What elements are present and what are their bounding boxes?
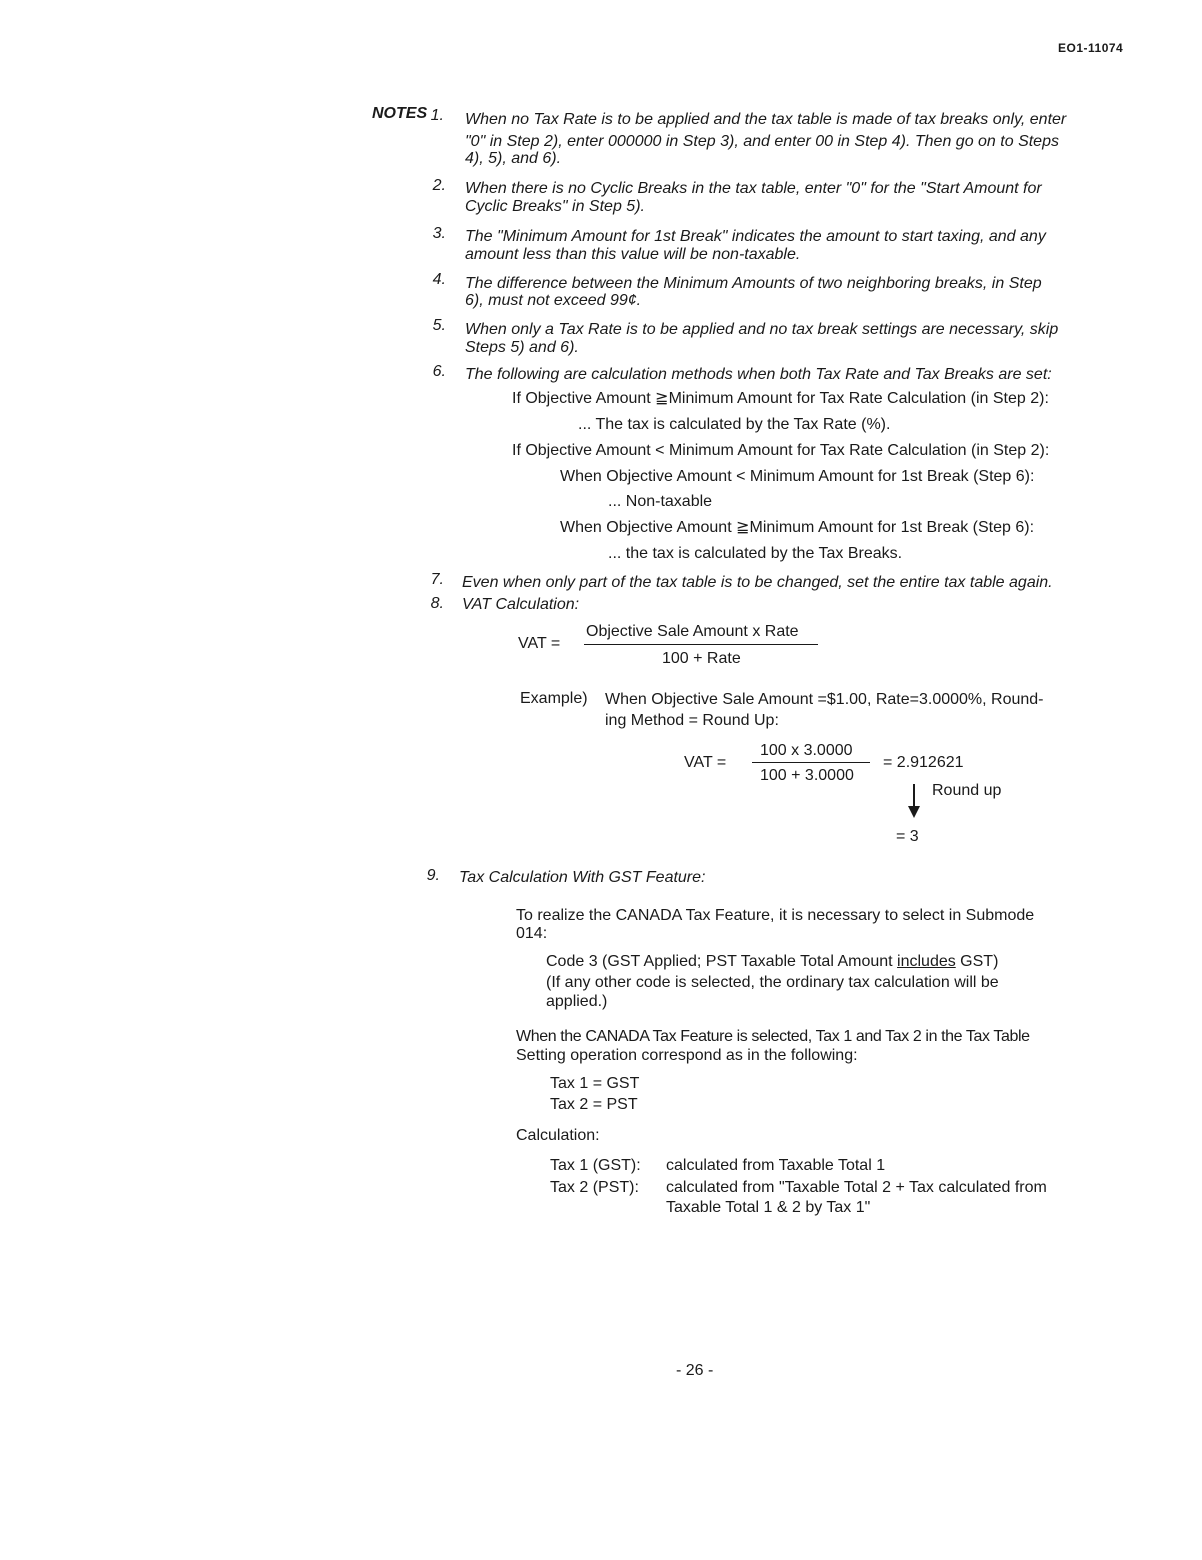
note-6-case-2a-result: ... Non-taxable	[608, 493, 713, 510]
note-3-line-1: The "Minimum Amount for 1st Break" indicates the amount to start taxing, and any	[465, 228, 1046, 245]
vat-example-label: Example)	[520, 690, 588, 707]
round-up-label: Round up	[932, 782, 1002, 799]
note-6-case-2b-result: ... the tax is calculated by the Tax Breaks.	[608, 545, 903, 562]
vat-example-line-2: ing Method = Round Up:	[605, 712, 779, 729]
vat-example-line-1: When Objective Sale Amount =$1.00, Rate=3.0000%, Round-	[605, 691, 1044, 708]
note-number: 2.	[432, 177, 446, 194]
note-number: 6.	[432, 363, 446, 380]
gst-calc-term-2: Tax 2 (PST):	[550, 1179, 639, 1196]
note-6-case-1-result: ... The tax is calculated by the Tax Rate (%).	[578, 416, 891, 433]
note-number: 8.	[430, 595, 444, 612]
gst-when-line-2: Setting operation correspond as in the following:	[516, 1047, 858, 1064]
note-6-case-2: If Objective Amount < Minimum Amount for Tax Rate Calculation (in Step 2):	[512, 442, 1050, 459]
vat-formula-numerator: Objective Sale Amount x Rate	[586, 623, 799, 640]
note-number: 5.	[432, 317, 446, 334]
note-number: 9.	[426, 867, 440, 884]
gst-calc-term-1: Tax 1 (GST):	[550, 1157, 641, 1174]
note-1-line-3: 4), 5), and 6).	[465, 150, 562, 167]
page-number: - 26 -	[676, 1362, 714, 1379]
note-number: 4.	[432, 271, 446, 288]
note-5-line-2: Steps 5) and 6).	[465, 339, 579, 356]
note-6-line-1: The following are calculation methods when both Tax Rate and Tax Breaks are set:	[465, 366, 1052, 383]
note-2-line-1: When there is no Cyclic Breaks in the tax table, enter "0" for the "Start Amount for	[465, 180, 1042, 197]
gst-calc-desc-2-line-1: calculated from "Taxable Total 2 + Tax calculated from	[666, 1179, 1047, 1196]
gst-code-post: GST)	[955, 953, 999, 970]
vat-formula-lhs: VAT =	[518, 635, 561, 652]
gst-intro-line-1: To realize the CANADA Tax Feature, it is necessary to select in Submode	[516, 907, 1035, 924]
note-8-line-1: VAT Calculation:	[462, 596, 580, 613]
note-6-case-1: If Objective Amount ≧Minimum Amount for Tax Rate Calculation (in Step 2):	[512, 390, 1049, 407]
gst-calc-desc-1: calculated from Taxable Total 1	[666, 1157, 886, 1174]
note-4-line-1: The difference between the Minimum Amounts of two neighboring breaks, in Step	[465, 275, 1042, 292]
note-number: 1.	[430, 107, 444, 124]
gst-intro-line-2: 014:	[516, 925, 548, 942]
note-9-line-1: Tax Calculation With GST Feature:	[459, 869, 706, 886]
note-3-line-2: amount less than this value will be non-taxable.	[465, 246, 801, 263]
vat-formula-denominator: 100 + Rate	[662, 650, 741, 667]
gst-map-2: Tax 2 = PST	[550, 1096, 638, 1113]
vat-example-lhs: VAT =	[684, 754, 727, 771]
note-6-case-2b: When Objective Amount ≧Minimum Amount for 1st Break (Step 6):	[560, 519, 1035, 536]
note-2-line-2: Cyclic Breaks" in Step 5).	[465, 198, 645, 215]
gst-code-pre: Code 3 (GST Applied; PST Taxable Total Amount	[546, 953, 898, 970]
down-arrow-icon	[904, 782, 924, 822]
gst-other-line-1: (If any other code is selected, the ordinary tax calculation will be	[546, 974, 999, 991]
note-4-line-2: 6), must not exceed 99¢.	[465, 292, 642, 309]
gst-when-line-1: When the CANADA Tax Feature is selected, Tax 1 and Tax 2 in the Tax Table	[516, 1028, 1030, 1045]
gst-code-underlined: includes	[897, 953, 956, 970]
note-number: 7.	[430, 571, 444, 588]
vat-example-final: = 3	[896, 828, 919, 845]
gst-code-line	[546, 952, 998, 972]
note-6-case-2a: When Objective Amount < Minimum Amount for 1st Break (Step 6):	[560, 468, 1035, 485]
gst-calc-desc-2-line-2: Taxable Total 1 & 2 by Tax 1"	[666, 1199, 871, 1216]
note-1-line-2: "0" in Step 2), enter 000000 in Step 3), and enter 00 in Step 4). Then go on to Steps	[465, 133, 1059, 150]
gst-calc-label: Calculation:	[516, 1127, 600, 1144]
document-id: EO1-11074	[1058, 41, 1124, 55]
vat-example-numerator: 100 x 3.0000	[760, 742, 853, 759]
note-number: 3.	[432, 225, 446, 242]
vat-example-result: = 2.912621	[883, 754, 964, 771]
gst-map-1: Tax 1 = GST	[550, 1075, 640, 1092]
vat-example-fraction-bar	[752, 762, 870, 763]
vat-example-denominator: 100 + 3.0000	[760, 767, 854, 784]
note-7-line-1: Even when only part of the tax table is to be changed, set the entire tax table again.	[462, 574, 1053, 591]
note-5-line-1: When only a Tax Rate is to be applied and no tax break settings are necessary, skip	[465, 321, 1059, 338]
note-1-line-1: When no Tax Rate is to be applied and the tax table is made of tax breaks only, enter	[465, 111, 1067, 128]
vat-formula-fraction-bar	[584, 644, 818, 645]
notes-label: NOTES	[372, 105, 428, 122]
gst-other-line-2: applied.)	[546, 993, 608, 1010]
